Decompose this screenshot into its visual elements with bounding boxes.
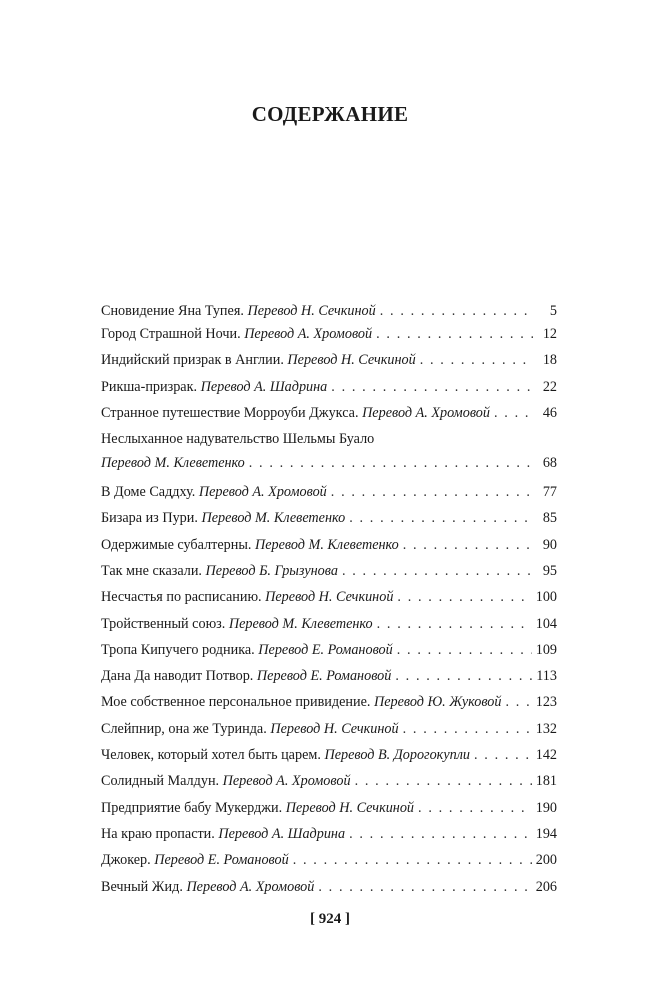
leader-dots bbox=[403, 532, 533, 558]
entry-page: 113 bbox=[536, 668, 557, 685]
leader-dots bbox=[377, 611, 532, 637]
leader-dots bbox=[397, 584, 531, 610]
entry-page: 109 bbox=[535, 641, 557, 658]
entry-page: 46 bbox=[542, 404, 557, 421]
entry-page: 85 bbox=[542, 510, 557, 527]
entry-page: 12 bbox=[542, 326, 557, 342]
entry-translator: Перевод М. Клеветенко bbox=[101, 455, 245, 472]
toc-entry[interactable] bbox=[101, 821, 557, 847]
entry-title: Солидный Малдун. bbox=[101, 773, 220, 790]
entry-translator: Перевод А. Хромовой bbox=[222, 773, 351, 790]
leader-dots bbox=[355, 768, 532, 794]
entry-page: 132 bbox=[535, 720, 557, 737]
page-number: [ 924 ] bbox=[310, 911, 350, 927]
entry-title: Человек, который хотел быть царем. bbox=[101, 747, 321, 764]
entry-title: Странное путешествие Морроуби Джукса. bbox=[101, 404, 359, 421]
toc-entry[interactable] bbox=[101, 742, 557, 768]
entry-page: 100 bbox=[535, 589, 557, 606]
entry-page: 77 bbox=[542, 484, 557, 501]
leader-dots bbox=[249, 452, 533, 474]
entry-page: 200 bbox=[535, 852, 557, 869]
entry-page: 95 bbox=[542, 562, 557, 579]
entry-page: 5 bbox=[549, 303, 557, 319]
toc-entry[interactable] bbox=[101, 768, 557, 794]
toc-entry[interactable] bbox=[101, 301, 557, 321]
entry-translator: Перевод Б. Грызунова bbox=[205, 562, 338, 579]
entry-translator: Перевод Е. Романовой bbox=[256, 668, 392, 685]
leader-dots bbox=[342, 558, 533, 584]
toc-entry[interactable] bbox=[101, 321, 557, 347]
entry-title: Предприятие бабу Мукерджи. bbox=[101, 799, 283, 816]
toc-entry[interactable] bbox=[101, 611, 557, 637]
entry-translator: Перевод А. Шадрина bbox=[218, 825, 346, 842]
entry-title: Слейпнир, она же Туринда. bbox=[101, 720, 267, 737]
entry-title: Тропа Кипучего родника. bbox=[101, 641, 255, 658]
entry-page: 18 bbox=[542, 352, 557, 369]
toc-entry[interactable] bbox=[101, 532, 557, 558]
entry-title: Тройственный союз. bbox=[101, 615, 226, 632]
entry-title: Мое собственное персональное привидение. bbox=[101, 694, 371, 711]
entry-title: Рикша-призрак. bbox=[101, 378, 198, 395]
toc-entry[interactable] bbox=[101, 847, 557, 873]
entry-title: Город Страшной Ночи. bbox=[101, 326, 241, 342]
entry-translator: Перевод Н. Сечкиной bbox=[265, 589, 394, 606]
entry-title: На краю пропасти. bbox=[101, 825, 215, 842]
toc-entry[interactable] bbox=[101, 400, 557, 426]
toc-entry[interactable] bbox=[101, 689, 557, 715]
entry-title: Вечный Жид. bbox=[101, 878, 183, 895]
entry-title: Одержимые субалтерны. bbox=[101, 536, 252, 553]
toc-entry[interactable] bbox=[101, 795, 557, 821]
entry-page: 181 bbox=[535, 773, 557, 790]
page-title: СОДЕРЖАНИЕ bbox=[251, 102, 409, 126]
leader-dots bbox=[418, 795, 532, 821]
toc-entry[interactable] bbox=[101, 637, 557, 663]
entry-title: Дана Да наводит Потвор. bbox=[101, 668, 254, 685]
leader-dots bbox=[420, 347, 533, 373]
entry-translator: Перевод В. Дорогокупли bbox=[324, 747, 470, 764]
leader-dots bbox=[318, 874, 531, 900]
leader-dots bbox=[349, 505, 533, 531]
entry-translator: Перевод Е. Романовой bbox=[154, 852, 289, 869]
leader-dots bbox=[474, 742, 532, 768]
leader-dots bbox=[494, 400, 533, 426]
entry-title: Джокер. bbox=[101, 852, 151, 869]
toc-entry[interactable] bbox=[101, 584, 557, 610]
toc-entry[interactable] bbox=[101, 426, 557, 474]
entry-translator: Перевод А. Шадрина bbox=[200, 378, 328, 395]
leader-dots bbox=[506, 689, 532, 715]
leader-dots bbox=[331, 479, 533, 505]
leader-dots bbox=[331, 374, 533, 400]
leader-dots bbox=[403, 716, 532, 742]
table-of-contents bbox=[101, 301, 557, 900]
entry-page: 142 bbox=[535, 747, 557, 764]
entry-page: 123 bbox=[535, 694, 557, 711]
entry-title: Неслыханное надувательство Шельмы Буало bbox=[101, 431, 375, 448]
entry-translator: Перевод Н. Сечкиной bbox=[247, 303, 376, 319]
entry-translator: Перевод А. Хромовой bbox=[362, 404, 490, 421]
entry-page: 22 bbox=[542, 378, 557, 395]
entry-translator: Перевод А. Хромовой bbox=[198, 484, 327, 501]
entry-translator: Перевод А. Хромовой bbox=[244, 326, 373, 342]
toc-entry[interactable] bbox=[101, 558, 557, 584]
entry-title: Бизара из Пури. bbox=[101, 510, 198, 527]
leader-dots bbox=[349, 821, 532, 847]
toc-entry[interactable] bbox=[101, 479, 557, 505]
entry-translator: Перевод М. Клеветенко bbox=[201, 510, 346, 527]
entry-title: Индийский призрак в Англии. bbox=[101, 352, 284, 369]
entry-translator: Перевод А. Хромовой bbox=[186, 878, 315, 895]
entry-page: 194 bbox=[535, 825, 557, 842]
leader-dots bbox=[397, 637, 532, 663]
entry-title: Сновидение Яна Тупея. bbox=[101, 303, 244, 319]
toc-entry[interactable] bbox=[101, 374, 557, 400]
entry-translator: Перевод Н. Сечкиной bbox=[287, 352, 416, 369]
entry-page: 104 bbox=[535, 615, 557, 632]
entry-translator: Перевод Е. Романовой bbox=[258, 641, 393, 658]
toc-entry[interactable] bbox=[101, 716, 557, 742]
leader-dots bbox=[293, 847, 532, 873]
leader-dots bbox=[380, 301, 533, 321]
toc-entry[interactable] bbox=[101, 663, 557, 689]
entry-page: 206 bbox=[535, 878, 557, 895]
entry-translator: Перевод Н. Сечкиной bbox=[285, 799, 415, 816]
entry-page: 90 bbox=[542, 536, 557, 553]
toc-entry[interactable] bbox=[101, 347, 557, 373]
entry-title: Так мне сказали. bbox=[101, 562, 202, 579]
entry-translator: Перевод М. Клеветенко bbox=[228, 615, 373, 632]
leader-dots bbox=[395, 663, 532, 689]
entry-translator: Перевод Н. Сечкиной bbox=[270, 720, 399, 737]
entry-translator: Перевод М. Клеветенко bbox=[254, 536, 399, 553]
entry-page: 68 bbox=[542, 455, 557, 472]
entry-title: В Доме Саддху. bbox=[101, 484, 196, 501]
entry-page: 190 bbox=[535, 799, 557, 816]
toc-entry[interactable] bbox=[101, 505, 557, 531]
entry-translator: Перевод Ю. Жуковой bbox=[374, 694, 502, 711]
entry-title: Несчастья по расписанию. bbox=[101, 589, 262, 606]
toc-entry[interactable] bbox=[101, 874, 557, 900]
leader-dots bbox=[376, 321, 533, 347]
